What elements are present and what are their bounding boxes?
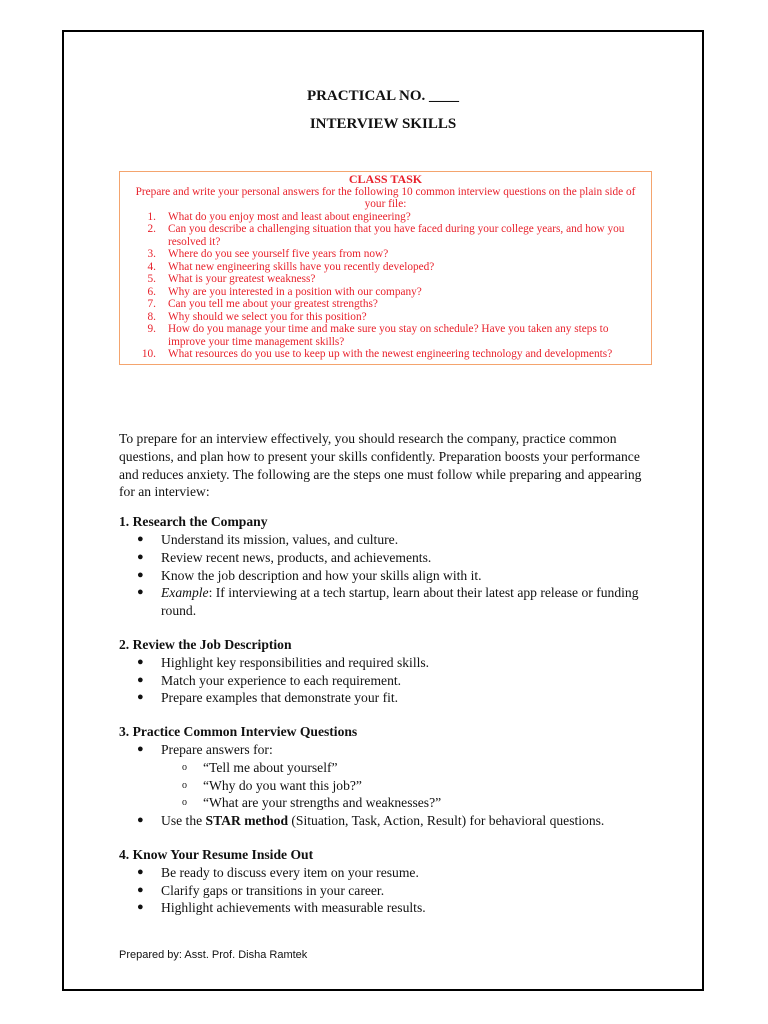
question-item: 1. What do you enjoy most and least about engineering?: [147, 210, 411, 223]
list-item: ● Highlight achievements with measurable results.: [137, 900, 426, 916]
section-heading: 2. Review the Job Description: [119, 636, 292, 652]
bullet-icon: ●: [137, 673, 144, 686]
bullet-icon: ●: [137, 901, 144, 914]
section-research-company: [119, 513, 647, 620]
example-label: Example: [161, 585, 209, 601]
page-title: INTERVIEW SKILLS: [309, 116, 457, 132]
section-practice-questions: [119, 723, 647, 830]
bullet-list: [119, 654, 647, 707]
bullet-list: [119, 864, 647, 917]
bullet-icon: ●: [137, 586, 144, 599]
section-heading: 4. Know Your Resume Inside Out: [119, 846, 314, 862]
bullet-icon: ●: [137, 691, 144, 704]
list-item: ● Be ready to discuss every item on your resume.: [137, 864, 419, 880]
circle-bullet-icon: o: [182, 797, 187, 809]
sub-list-item: o “Tell me about yourself”: [182, 759, 338, 775]
bullet-icon: ●: [137, 568, 144, 581]
prepared-by-footer: Prepared by: Asst. Prof. Disha Ramtek: [119, 949, 308, 961]
list-item: ● Prepare examples that demonstrate your fit.: [137, 690, 399, 706]
list-item: ● Understand its mission, values, and culture.: [137, 531, 399, 547]
question-item: 6. Why are you interested in a position with our company?: [147, 285, 422, 298]
section-know-resume: [119, 846, 647, 917]
bullet-icon: ●: [137, 883, 144, 896]
question-item: 5. What is your greatest weakness?: [147, 273, 316, 285]
question-item: 8. Why should we select you for this position?: [147, 310, 367, 323]
question-item: 9. How do you manage your time and make sure you stay on schedule? Have you taken any steps to improve your time management skills?: [147, 323, 609, 348]
intro-paragraph: To prepare for an interview effectively, you should research the company, practice common questions, and plan how to present your skills confidently. Preparation boosts your performance and reduces anxiety. The following are the steps one must follow while preparing and appearing for an interview:: [119, 431, 642, 500]
section-heading: 1. Research the Company: [119, 514, 268, 530]
bullet-icon: ●: [137, 550, 144, 563]
class-task-box: [119, 171, 652, 365]
sub-bullet-list: [161, 759, 647, 812]
list-item: ● Match your experience to each requirement.: [137, 672, 402, 688]
question-item: 10. What resources do you use to keep up with the newest engineering technology and developments?: [141, 348, 613, 360]
bullet-icon: ●: [137, 532, 144, 545]
bullet-icon: ●: [137, 865, 144, 878]
practical-number-heading: PRACTICAL NO. ____: [306, 88, 460, 104]
class-task-title: CLASS TASK: [348, 172, 423, 186]
class-task-intro: Prepare and write your personal answers for the following 10 common interview questions on the plain side of your file:: [135, 185, 636, 210]
list-item: ● Review recent news, products, and achievements.: [137, 549, 432, 565]
question-item: 3. Where do you see yourself five years from now?: [147, 248, 389, 260]
document-body: [119, 430, 647, 933]
bullet-icon: ●: [137, 655, 144, 668]
document-page: [62, 30, 704, 991]
bullet-icon: ●: [137, 814, 144, 827]
question-item: 7. Can you tell me about your greatest strengths?: [147, 298, 378, 310]
question-item: 2. Can you describe a challenging situation that you have faced during your college years, and how you resolved it?: [147, 223, 625, 248]
star-method-term: STAR method: [205, 813, 288, 829]
list-item: ● Know the job description and how your skills align with it.: [137, 567, 482, 583]
section-review-job-description: [119, 636, 647, 707]
list-item: ● Prepare answers for: o “Tell me about yourself” o “Why do you want this job?” o “What are your strengths and weaknesses?”: [161, 741, 647, 812]
class-task-question-list: [124, 211, 647, 361]
list-item: ● Clarify gaps or transitions in your career.: [137, 882, 385, 898]
list-item: ● Highlight key responsibilities and required skills.: [137, 654, 430, 670]
section-heading: 3. Practice Common Interview Questions: [119, 724, 358, 740]
sub-list-item: o “Why do you want this job?”: [182, 777, 362, 793]
question-item: 4. What new engineering skills have you recently developed?: [147, 260, 435, 273]
circle-bullet-icon: o: [182, 779, 187, 791]
bullet-list: [119, 531, 647, 620]
circle-bullet-icon: o: [182, 761, 187, 773]
bullet-icon: ●: [137, 742, 144, 755]
sub-list-item: o “What are your strengths and weaknesses?”: [182, 795, 442, 811]
list-item: ● Example: If interviewing at a tech startup, learn about their latest app release or funding round.: [137, 585, 639, 619]
bullet-list: [119, 741, 647, 830]
list-item: ● Use the STAR method (Situation, Task, Action, Result) for behavioral questions.: [137, 813, 605, 829]
